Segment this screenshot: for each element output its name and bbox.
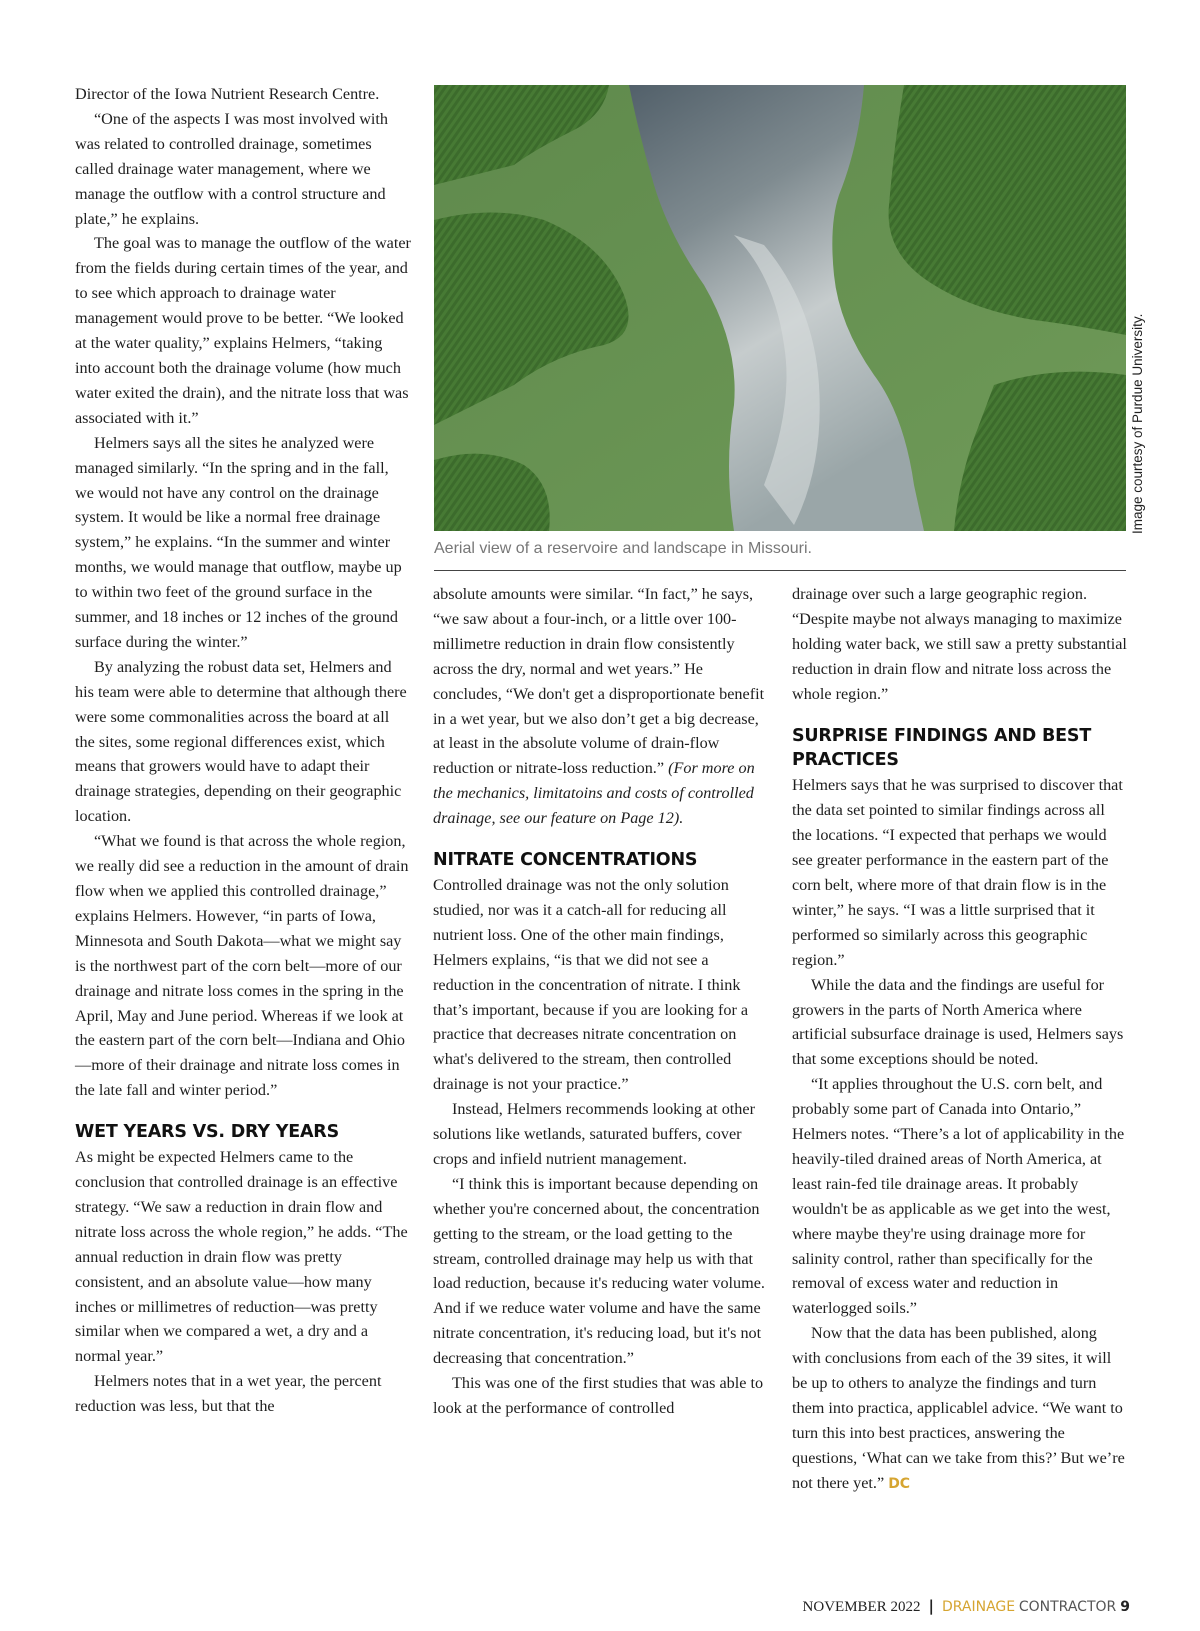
paragraph: “One of the aspects I was most involved with was related to controlled drainage, sometimes called drainage water management, where we manage the outflow with a control structure and plate,” he explains. bbox=[75, 109, 389, 228]
paragraph: The goal was to manage the outflow of the water from the fields during certain times of the year, and to see which approach to drainage water management would prove to be better. “We looked at the water quality,” explains Helmers, “taking into account both the drainage volume (how much water exited the drain), and the nitrate loss that was associated with it.” bbox=[75, 234, 411, 427]
footer-separator: | bbox=[928, 1597, 934, 1615]
paragraph: Director of the Iowa Nutrient Research Centre. bbox=[75, 85, 380, 103]
subheading-wet-dry-years: WET YEARS VS. DRY YEARS bbox=[75, 1122, 339, 1143]
paragraph: drainage over such a large geographic region. “Despite maybe not always managing to maximize holding water back, we still saw a pretty substantial reduction in drain flow and nitrate loss across the whole region.” bbox=[792, 585, 1127, 703]
paragraph: Helmers says that he was surprised to discover that the data set pointed to similar findings across all the locations. “I expected that perhaps we would see greater performance in the eastern part of the corn belt, where more of that drain flow is in the winter,” he says. “I was a little surprised that it performed so similarly across this geographic region.” bbox=[792, 776, 1123, 969]
page-number: 9 bbox=[1120, 1599, 1130, 1615]
end-mark: DC bbox=[888, 1475, 911, 1492]
page-footer bbox=[803, 1597, 1130, 1616]
paragraph-text: Now that the data has been published, along with conclusions from each of the 39 sites, it will be up to others to analyze the findings and turn them into practica, applicablel advice. “We want to turn this into best practices, answering the questions, ‘What can we take from this?’ But we’re not there yet.” bbox=[792, 1324, 1125, 1492]
paragraph: As might be expected Helmers came to the conclusion that controlled drainage is an effective strategy. “We saw a reduction in drain flow and nitrate loss across the whole region,” he adds. “The annual reduction in drain flow was pretty consistent, and an absolute value—how many inches or millimetres of reduction—was pretty similar when we compared a wet, a dry and a normal year.” bbox=[75, 1148, 408, 1366]
issue-date: NOVEMBER 2022 bbox=[802, 1599, 921, 1615]
paragraph: “I think this is important because depending on whether you're concerned about, the concentration getting to the stream, or the load getting to the stream, controlled drainage may help us with that load reduction, because it's reducing water volume. And if we reduce water volume and have the same nitrate concentration, it's reducing load, but it's not decreasing that concentration.” bbox=[433, 1174, 765, 1368]
paragraph: “What we found is that across the whole region, we really did see a reduction in the amount of drain flow when we applied this controlled drainage,” explains Helmers. However, “in parts of Iowa, Minnesota and South Dakota—what we might say is the northwest part of the corn belt—more of our drainage and nitrate loss comes in the spring in the April, May and June period. Whereas if we look at the eastern part of the corn belt—Indiana and Ohio—more of their drainage and nitrate loss comes in the late fall and winter period.” bbox=[75, 832, 409, 1100]
paragraph bbox=[433, 582, 769, 831]
paragraph: Helmers notes that in a wet year, the percent reduction was less, but that the bbox=[75, 1372, 382, 1416]
article-column-3 bbox=[792, 582, 1128, 1497]
subheading-nitrate-concentrations: NITRATE CONCENTRATIONS bbox=[433, 850, 698, 871]
photo-caption: Aerial view of a reservoire and landscape in Missouri. bbox=[434, 540, 812, 557]
brand-name-part1: DRAINAGE bbox=[941, 1599, 1016, 1615]
paragraph: This was one of the first studies that was able to look at the performance of controlled bbox=[433, 1374, 764, 1417]
paragraph: Helmers says all the sites he analyzed were managed similarly. “In the spring and in the fall, we would not have any control on the drainage system. It would be like a normal free drainage system,” he explains. “In the summer and winter months, we would manage that outflow, maybe up to within two feet of the ground surface in the summer, and 18 inches or 12 inches of the ground surface during the winter.” bbox=[75, 433, 402, 651]
paragraph-text: absolute amounts were similar. “In fact,” he says, “we saw about a four-inch, or a little over 100-millimetre reduction in drain flow consistently across the dry, normal and wet years.” He concludes, “We don't get a disproportionate benefit in a wet year, but we also don’t get a big decrease, at least in the absolute volume of drain-flow reduction or nitrate-loss reduction.” bbox=[433, 585, 765, 778]
paragraph: By analyzing the robust data set, Helmers and his team were able to determine that although there were some commonalities across the board at all the sites, some regional differences exist, which means that growers would have to adapt their drainage strategies, depending on their geographic location. bbox=[75, 657, 407, 826]
article-column-2 bbox=[433, 582, 769, 1421]
aerial-photo bbox=[434, 85, 1126, 531]
paragraph: Instead, Helmers recommends looking at other solutions like wetlands, saturated buffers, cover crops and infield nutrient management. bbox=[433, 1100, 755, 1168]
caption-rule bbox=[434, 570, 1126, 571]
brand-name-part2: CONTRACTOR bbox=[1018, 1599, 1117, 1615]
italic-note: (For more on the mechanics, limitatoins and costs of controlled drainage, see our feature on Page 12). bbox=[433, 759, 755, 828]
paragraph: “It applies throughout the U.S. corn belt, and probably some part of Canada into Ontario,” Helmers notes. “There’s a lot of applicability in the heavily-tiled drained areas of North America, at least rain-fed tile drainage areas. It probably wouldn't be as applicable as we get into the west, where maybe they're using drainage more for salinity control, rather than specifically for the removal of excess water and reduction in waterlogged soils.” bbox=[792, 1075, 1125, 1318]
paragraph: While the data and the findings are useful for growers in the parts of North America where artificial subsurface drainage is used, Helmers says that some exceptions should be noted. bbox=[792, 975, 1124, 1069]
article-column-1 bbox=[75, 82, 411, 1419]
paragraph: Controlled drainage was not the only solution studied, nor was it a catch-all for reducing all nutrient loss. One of the other main findings, Helmers explains, “is that we did not see a reduction in the concentration of nitrate. I think that’s important, because if you are looking for a practice that decreases nitrate concentration on what's delivered to the stream, then controlled drainage is not your practice.” bbox=[433, 875, 749, 1094]
photo-credit: Image courtesy of Purdue University. bbox=[1130, 313, 1145, 534]
paragraph bbox=[792, 1321, 1128, 1496]
subheading-surprise-findings: SURPRISE FINDINGS AND BEST PRACTICES bbox=[792, 725, 1092, 771]
